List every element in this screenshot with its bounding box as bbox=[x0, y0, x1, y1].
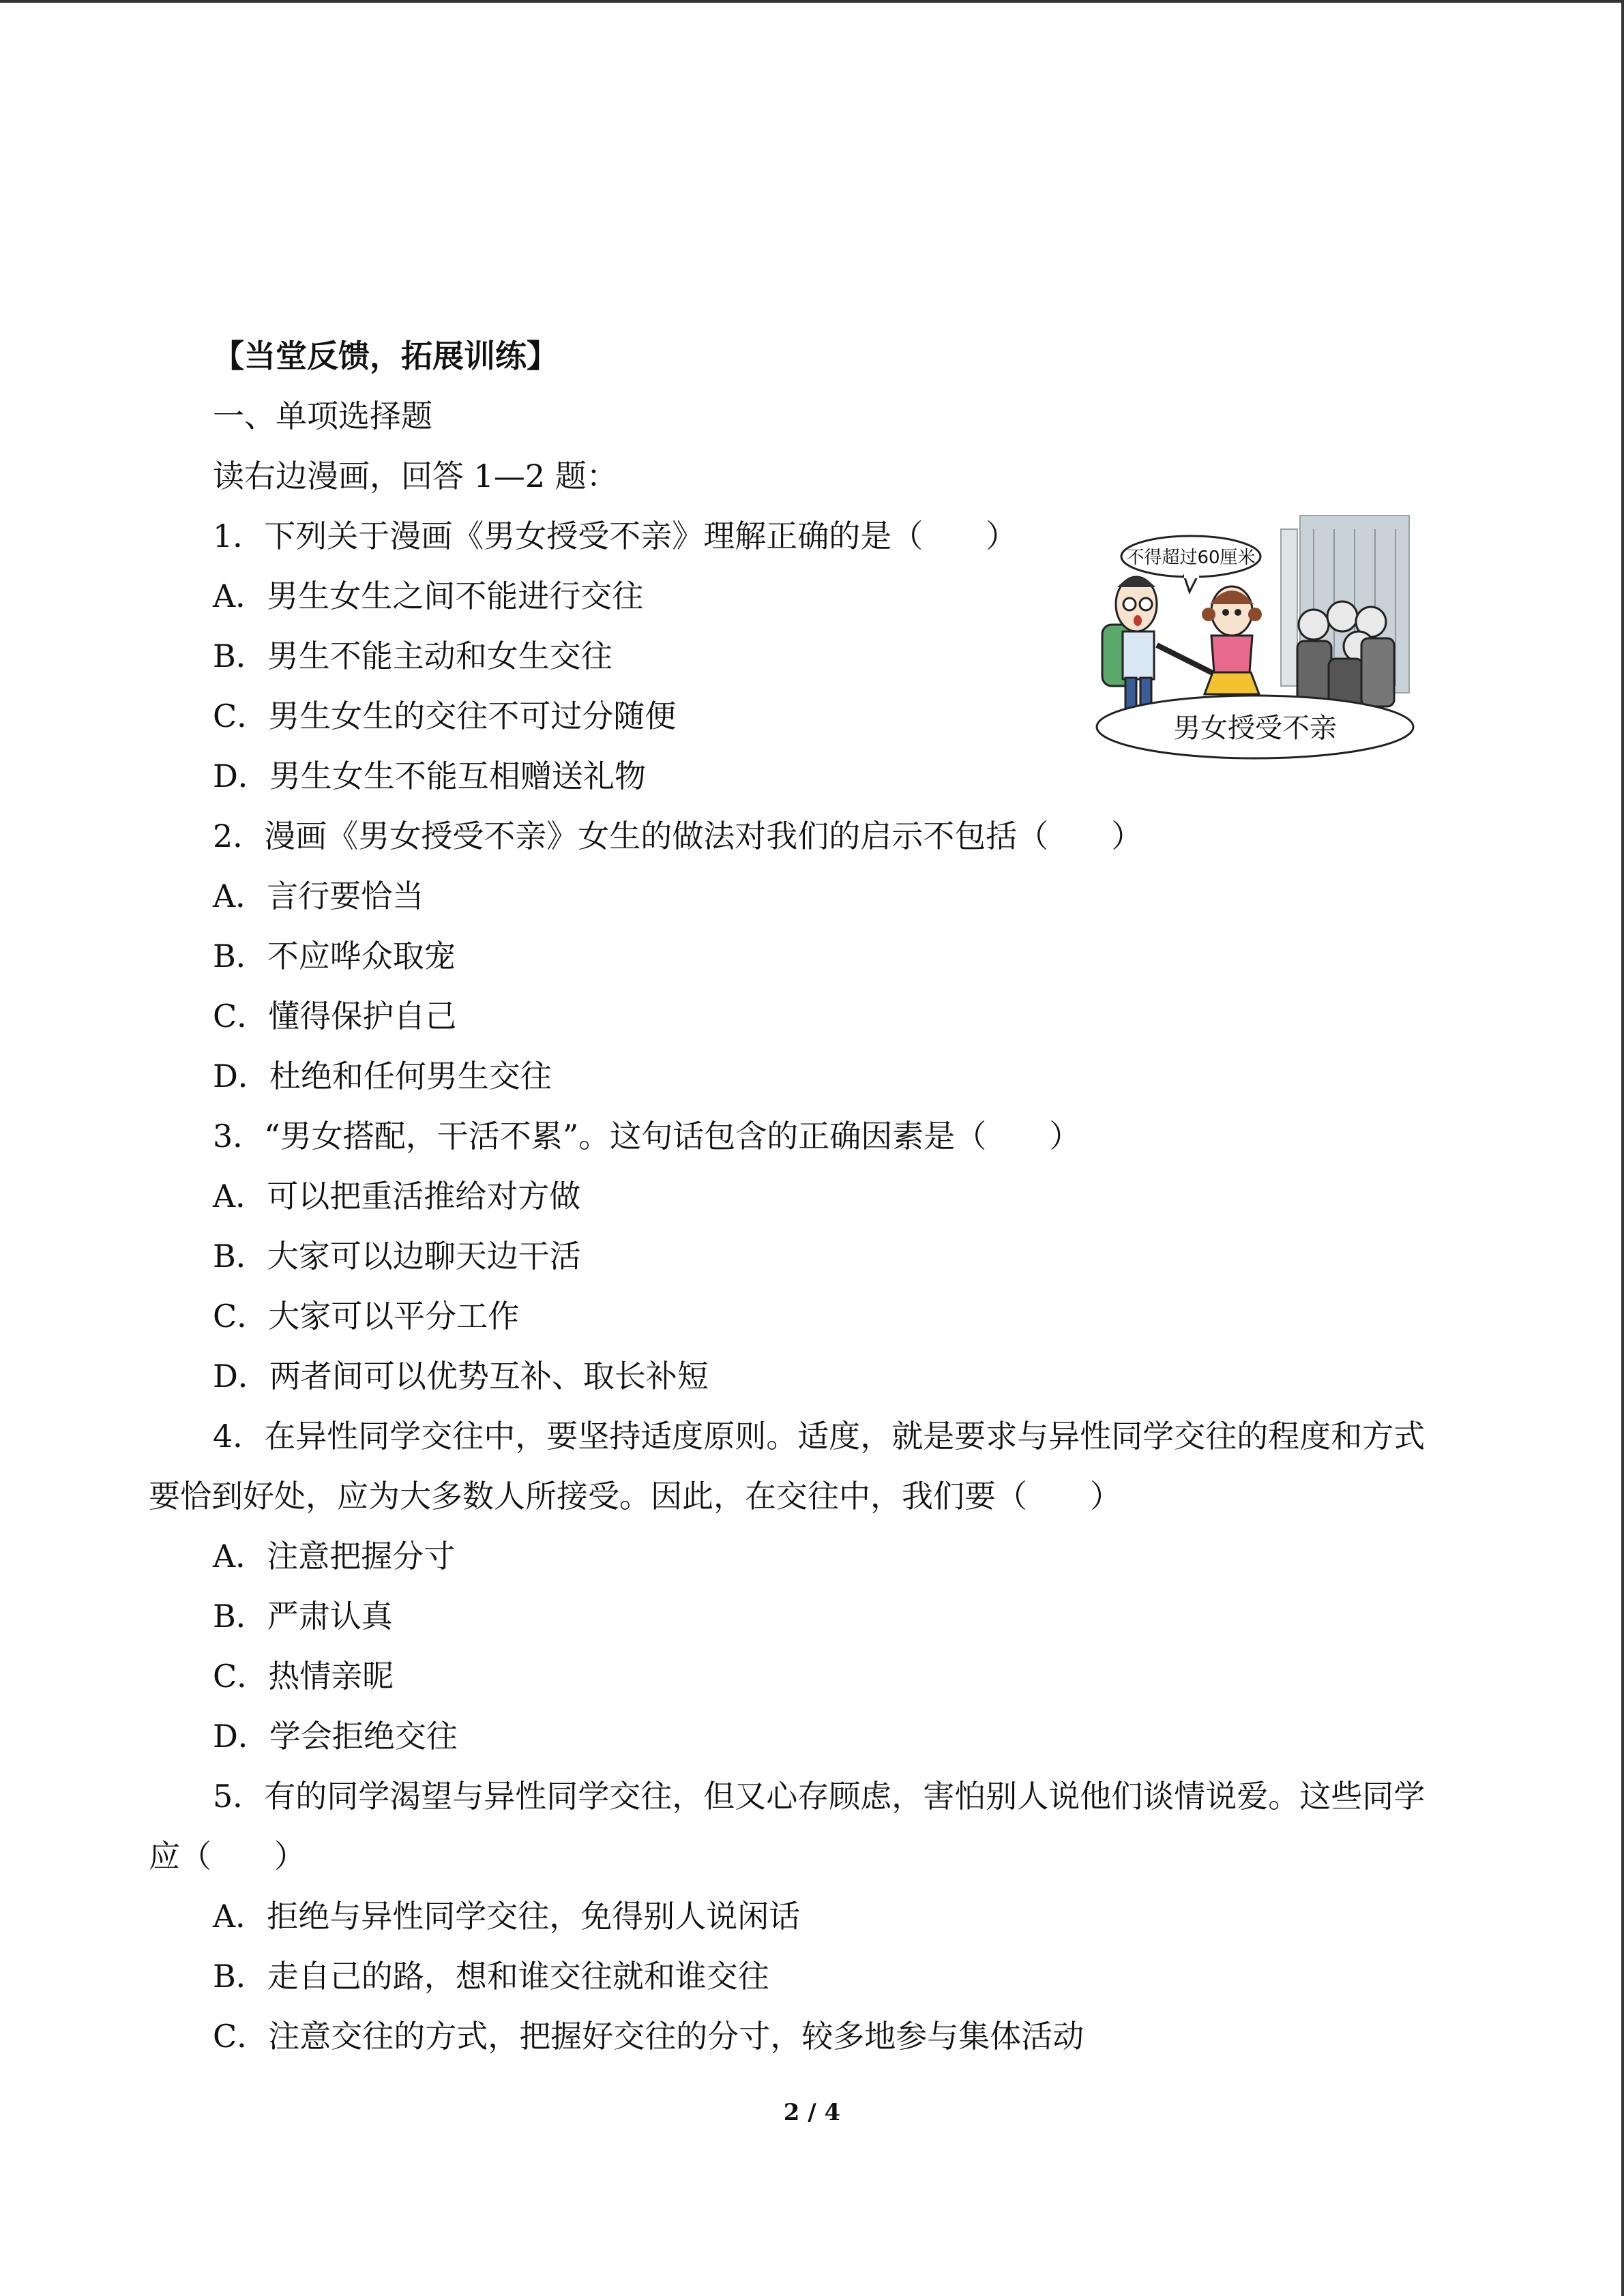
q3-option-b: B．大家可以边聊天边干活 bbox=[213, 1238, 581, 1274]
question-4-stem-line1: 4．在异性同学交往中，要坚持适度原则。适度，就是要求与异性同学交往的程度和方式 bbox=[213, 1418, 1426, 1455]
q1-option-a: A．男生女生之间不能进行交往 bbox=[213, 578, 644, 614]
q2-option-d: D．杜绝和任何男生交往 bbox=[213, 1058, 552, 1094]
caption-text: 男女授受不亲 bbox=[1173, 713, 1337, 744]
page-right-border bbox=[1621, 0, 1624, 2296]
q3-option-a: A．可以把重活推给对方做 bbox=[213, 1178, 581, 1214]
part-title: 一、单项选择题 bbox=[213, 398, 432, 434]
question-3-stem: 3．“男女搭配，干活不累”。这句话包含的正确因素是（ ） bbox=[213, 1118, 1081, 1154]
q1-option-b: B．男生不能主动和女生交往 bbox=[213, 638, 612, 674]
q4-option-d: D．学会拒绝交往 bbox=[213, 1718, 458, 1755]
q3-option-c: C．大家可以平分工作 bbox=[213, 1298, 520, 1335]
q2-option-a: A．言行要恰当 bbox=[213, 878, 424, 914]
q4-option-c: C．热情亲昵 bbox=[213, 1658, 394, 1695]
q2-option-c: C．懂得保护自己 bbox=[213, 998, 457, 1034]
q2-option-b: B．不应哗众取宠 bbox=[213, 938, 456, 974]
question-4-stem-line2: 要恰到好处，应为大多数人所接受。因此，在交往中，我们要（ ） bbox=[149, 1478, 1121, 1515]
q4-option-b: B．严肃认真 bbox=[213, 1598, 393, 1635]
page-top-border bbox=[0, 0, 1624, 3]
question-5-stem-line1: 5．有的同学渴望与异性同学交往，但又心存顾虑，害怕别人说他们谈情说爱。这些同学 bbox=[213, 1778, 1426, 1815]
question-2-stem: 2．漫画《男女授受不亲》女生的做法对我们的启示不包括（ ） bbox=[213, 818, 1143, 854]
intro-text: 读右边漫画，回答 1—2 题： bbox=[213, 458, 618, 494]
page-number: 2 / 4 bbox=[783, 2099, 841, 2126]
question-1-stem: 1．下列关于漫画《男女授受不亲》理解正确的是（ ） bbox=[213, 518, 1018, 554]
q3-option-d: D．两者间可以优势互补、取长补短 bbox=[213, 1358, 709, 1395]
q5-option-c: C．注意交往的方式，把握好交往的分寸，较多地参与集体活动 bbox=[213, 2018, 1084, 2055]
question-5-stem-line2: 应（ ） bbox=[149, 1838, 306, 1875]
speech-bubble-text: 不得超过60厘米 bbox=[1126, 548, 1256, 568]
q5-option-b: B．走自己的路，想和谁交往就和谁交往 bbox=[213, 1958, 769, 1995]
q1-option-c: C．男生女生的交往不可过分随便 bbox=[213, 698, 677, 734]
caption-label bbox=[1097, 696, 1413, 758]
q4-option-a: A．注意把握分寸 bbox=[213, 1538, 456, 1575]
cartoon-illustration bbox=[1089, 502, 1421, 764]
q5-option-a: A．拒绝与异性同学交往，免得别人说闲话 bbox=[213, 1898, 801, 1935]
q1-option-d: D．男生女生不能互相赠送礼物 bbox=[213, 758, 646, 794]
section-heading: 【当堂反馈，拓展训练】 bbox=[213, 338, 558, 374]
